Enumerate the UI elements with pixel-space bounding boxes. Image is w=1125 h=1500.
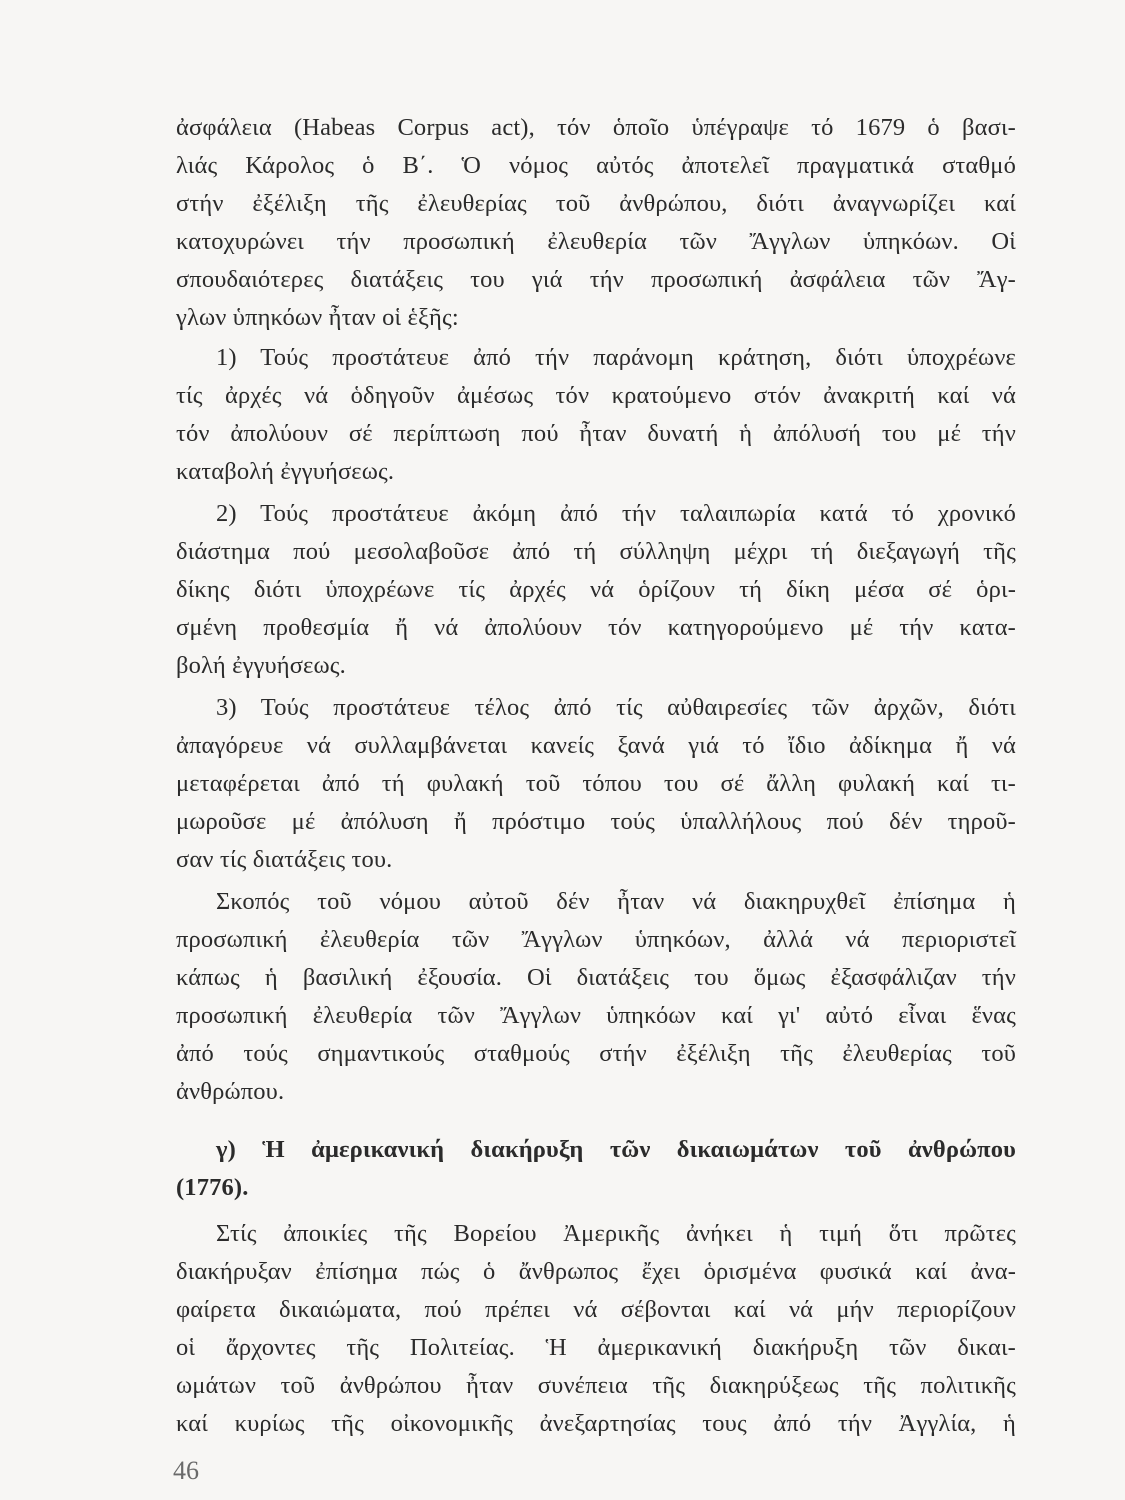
page-number: 46 (173, 1456, 199, 1485)
text-line: ἀπαγόρευε νά συλλαμβάνεται κανείς ξανά γιά τό ἴδιο ἀδίκημα ἤ νά (176, 732, 1016, 759)
text-line: γλων ὑπηκόων ἦταν οἱ ἑξῆς: (176, 304, 459, 331)
text-line: σαν τίς διατάξεις του. (176, 846, 393, 873)
text-line: Σκοπός τοῦ νόμου αὐτοῦ δέν ἦταν νά διακηρυχθεῖ ἐπίσημα ἡ (216, 888, 1016, 915)
section-heading: γ) Ἡ ἀμερικανική διακήρυξη τῶν δικαιωμάτων τοῦ ἀνθρώπου (216, 1136, 1016, 1163)
text-line: διακήρυξαν ἐπίσημα πώς ὁ ἄνθρωπος ἔχει ὁρισμένα φυσικά καί ἀνα- (176, 1258, 1016, 1285)
text-line: ἀνθρώπου. (176, 1078, 285, 1105)
text-line: λιάς Κάρολος ὁ Β΄. Ὁ νόμος αὐτός ἀποτελεῖ πραγματικά σταθμό (176, 152, 1016, 179)
text-line: κατοχυρώνει τήν προσωπική ἐλευθερία τῶν Ἄγγλων ὑπηκόων. Οἱ (176, 228, 1016, 255)
text-line: ἀπό τούς σημαντικούς σταθμούς στήν ἐξέλιξη τῆς ἐλευθερίας τοῦ (176, 1040, 1016, 1067)
text-line: τίς ἀρχές νά ὁδηγοῦν ἀμέσως τόν κρατούμενο στόν ἀνακριτή καί νά (176, 382, 1016, 409)
text-line: προσωπική ἐλευθερία τῶν Ἄγγλων ὑπηκόων καί γι' αὐτό εἶναι ἕνας (176, 1002, 1016, 1029)
text-line: ωμάτων τοῦ ἀνθρώπου ἦταν συνέπεια τῆς διακηρύξεως τῆς πολιτικῆς (176, 1372, 1016, 1399)
text-line: κάπως ἡ βασιλική ἐξουσία. Οἱ διατάξεις του ὅμως ἐξασφάλιζαν τήν (176, 964, 1016, 991)
text-line: βολή ἐγγυήσεως. (176, 652, 346, 679)
text-line: προσωπική ἐλευθερία τῶν Ἄγγλων ὑπηκόων, ἀλλά νά περιοριστεῖ (176, 926, 1016, 953)
text-line: 1) Τούς προστάτευε ἀπό τήν παράνομη κράτηση, διότι ὑποχρέωνε (216, 344, 1016, 371)
text-line: δίκης διότι ὑποχρέωνε τίς ἀρχές νά ὁρίζουν τή δίκη μέσα σέ ὁρι- (176, 576, 1016, 603)
text-line: φαίρετα δικαιώματα, πού πρέπει νά σέβονται καί νά μήν περιορίζουν (176, 1296, 1016, 1323)
text-line: Στίς ἀποικίες τῆς Βορείου Ἀμερικῆς ἀνήκει ἡ τιμή ὅτι πρῶτες (216, 1220, 1016, 1247)
text-line: διάστημα πού μεσολαβοῦσε ἀπό τή σύλληψη μέχρι τή διεξαγωγή τῆς (176, 538, 1016, 565)
text-line: ἀσφάλεια (Habeas Corpus act), τόν ὁποῖο ὑπέγραψε τό 1679 ὁ βασι- (176, 114, 1016, 141)
text-line: μεταφέρεται ἀπό τή φυλακή τοῦ τόπου του σέ ἄλλη φυλακή καί τι- (176, 770, 1016, 797)
text-line: οἱ ἄρχοντες τῆς Πολιτείας. Ἡ ἀμερικανική διακήρυξη τῶν δικαι- (176, 1334, 1016, 1361)
text-line: 3) Τούς προστάτευε τέλος ἀπό τίς αὐθαιρεσίες τῶν ἀρχῶν, διότι (216, 694, 1016, 721)
text-line: καί κυρίως τῆς οἰκονομικῆς ἀνεξαρτησίας τους ἀπό τήν Ἀγγλία, ἡ (176, 1410, 1016, 1437)
text-line: καταβολή ἐγγυήσεως. (176, 458, 395, 485)
text-line: 2) Τούς προστάτευε ἀκόμη ἀπό τήν ταλαιπωρία κατά τό χρονικό (216, 500, 1016, 527)
text-line: στήν ἐξέλιξη τῆς ἐλευθερίας τοῦ ἀνθρώπου, διότι ἀναγνωρίζει καί (176, 190, 1016, 217)
text-line: τόν ἀπολύουν σέ περίπτωση πού ἦταν δυνατή ἡ ἀπόλυσή του μέ τήν (176, 420, 1016, 447)
section-heading-continued: (1776). (176, 1174, 249, 1201)
text-line: σπουδαιότερες διατάξεις του γιά τήν προσωπική ἀσφάλεια τῶν Ἄγ- (176, 266, 1016, 293)
text-line: μωροῦσε μέ ἀπόλυση ἤ πρόστιμο τούς ὑπαλλήλους πού δέν τηροῦ- (176, 808, 1016, 835)
text-line: σμένη προθεσμία ἤ νά ἀπολύουν τόν κατηγορούμενο μέ τήν κατα- (176, 614, 1016, 641)
